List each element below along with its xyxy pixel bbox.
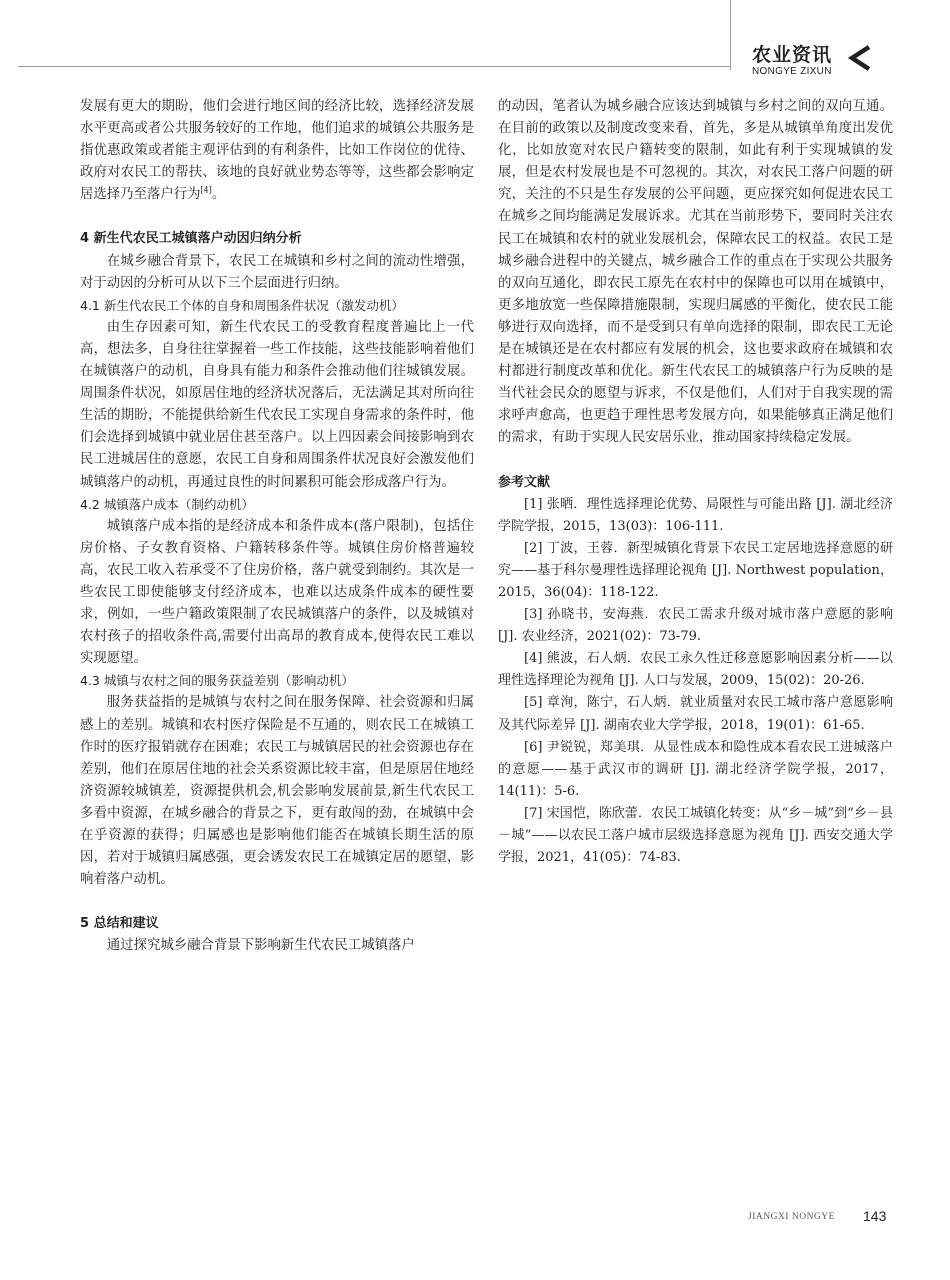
paragraph: 服务获益指的是城镇与农村之间在服务保障、社会资源和归属感上的差别。城镇和农村医疗保险是不互通的，则农民工在城镇工作时的医疗报销就存在困难；农民工与城镇居民的社会资源也存在差别，他们在原居住地的社会关系资源比较丰富，但是原居住地经济资源较城镇差，资源提供机会,机会影响发展前景,新生代农民工多看中资源，在城乡融合的背景之下，更有敢闯的劲，在城镇中会在乎资源的获得；归属感也是影响他们能否在城镇长期生活的原因，若对于城镇归属感强，更会诱发农民工在城镇定居的愿望，影响着落户动机。 [80, 695, 474, 888]
reference-item: [1] 张晒．理性选择理论优势、局限性与可能出路 [J]. 湖北经济学院学报，2015，13(03)：106-111. [498, 496, 893, 534]
paragraph: 的动因，笔者认为城乡融合应该达到城镇与乡村之间的双向互通。在目前的政策以及制度改变来看，首先，多是从城镇单角度出发优化，比如放宽对农民户籍转变的限制，如此有利于实现城镇的发展，但是农村发展也是不可忽视的。其次，对农民工落户问题的研究，关注的不只是生存发展的公平问题，更应探究如何促进农民工在城乡之间均能满足发展诉求。尤其在当前形势下，要同时关注农民工在城镇和农村的就业发展机会，保障农民工的权益。农民工是城乡融合进程中的关键点，城乡融合工作的重点在于实现公共服务的双向互通化，即农民工原先在农村中的保障也可以用在城镇中，更多地放宽一些保障措施限制，实现归属感的平衡化，使农民工能够进行双向选择，而不是受到只有单向选择的限制，即农民工无论是在城镇还是在农村都应有发展的机会，这也要求政府在城镇和农村都进行制度改革和优化。新生代农民工的城镇落户行为反映的是当代社会民众的愿望与诉求，不仅是他们，人们对于自我实现的需求呼声愈高，也更趋于理性思考发展方向，如果能够真正满足他们的需求，有助于实现人民安居乐业，推动国家持续稳定发展。 [498, 99, 893, 446]
section-heading-5: 5 总结和建议 [80, 916, 159, 932]
reference-item: [3] 孙晓书，安海燕．农民工需求升级对城市落户意愿的影响 [J]. 农业经济，2021(02)：73-79. [498, 607, 893, 645]
chevron-left-icon [847, 44, 873, 72]
paragraph: 发展有更大的期盼，他们会进行地区间的经济比较，选择经济发展水平更高或者公共服务较好的工作地，他们追求的城镇公共服务是指优惠政策或者能主观评估到的有利条件，比如工作岗位的优待、政府对农民工的帮扶、该地的良好就业势态等等，这些都会影响定居选择乃至落户行为[4]。 [80, 99, 474, 203]
paragraph: 通过探究城乡融合背景下影响新生代农民工城镇落户 [106, 938, 415, 954]
reference-item: [2] 丁波，王蓉．新型城镇化背景下农民工定居地选择意愿的研究——基于科尔曼理性选择理论视角 [J]. Northwest population，2015，36(04)：118-122. [498, 540, 893, 600]
header-divider [730, 0, 731, 70]
subsection-heading-4-1: 4.1 新生代农民工个体的自身和周围条件状况（激发动机） [80, 297, 404, 313]
section-heading-4: 4 新生代农民工城镇落户动因归纳分析 [80, 231, 302, 247]
citation: [4] [200, 185, 212, 195]
subsection-heading-4-2: 4.2 城镇落户成本（制约动机） [80, 496, 254, 512]
paragraph: 在城乡融合背景下，农民工在城镇和乡村之间的流动性增强，对于动因的分析可从以下三个层面进行归纳。 [80, 253, 474, 291]
paragraph: 城镇落户成本指的是经济成本和条件成本(落户限制)，包括住房价格、子女教育资格、户籍转移条件等。城镇住房价格普遍较高，农民工收入若承受不了住房价格，落户就受到制约。其次是一些农民工即使能够支付经济成本，也难以达成条件成本的硬性要求，例如，一些户籍政策限制了农民城镇落户的条件，以及城镇对农村孩子的招收条件高,需要付出高昂的教育成本,使得农民工难以实现愿望。 [80, 518, 474, 667]
subsection-heading-4-3: 4.3 城镇与农村之间的服务获益差别（影响动机） [80, 673, 354, 689]
reference-item: [4] 熊波，石人炳．农民工永久性迁移意愿影响因素分析——以理性选择理论为视角 [J]. 人口与发展，2009，15(02)：20-26. [498, 651, 893, 689]
reference-item: [7] 宋国恺，陈欣蕾．农民工城镇化转变：从“乡－城”到“乡－县－城”——以农民工落户城市层级选择意愿为视角 [J]. 西安交通大学学报，2021，41(05)：74-83. [498, 805, 893, 866]
paragraph: 由生存因素可知，新生代农民工的受教育程度普遍比上一代高，想法多，自身往往掌握着一些工作技能，这些技能影响着他们在城镇落户的动机，自身具有能力和条件会推动他们往城镇发展。周围条件状况，如原居住地的经济状况落后，无法满足其对所向往生活的期盼，不能提供给新生代农民工实现自身需求的条件时，他们会选择到城镇中就业居住甚至落户。以上四因素会间接影响到农民工进城居住的意愿，农民工自身和周围条件状况良好会激发他们城镇落户的动机，再通过良性的时间累积可能会形成落户行为。 [80, 319, 474, 490]
section-title: 农业资讯 [752, 44, 833, 66]
reference-item: [5] 章洵，陈宁，石人炳．就业质量对农民工城市落户意愿影响及其代际差异 [J]. 湖南农业大学学报，2018，19(01)：61-65. [498, 695, 893, 733]
header-rule [18, 66, 730, 67]
references-title: 参考文献 [498, 474, 551, 490]
right-column [498, 96, 893, 869]
reference-item: [6] 尹锐锐，郑美琪．从显性成本和隐性成本看农民工进城落户的意愿——基于武汉市的调研 [J]. 湖北经济学院学报，2017，14(11)：5-6. [498, 739, 893, 799]
left-column [80, 96, 474, 957]
journal-name: JIANGXI NONGYE [748, 1212, 835, 1222]
section-subtitle: NONGYE ZIXUN [752, 66, 832, 77]
page-number: 143 [863, 1208, 887, 1224]
